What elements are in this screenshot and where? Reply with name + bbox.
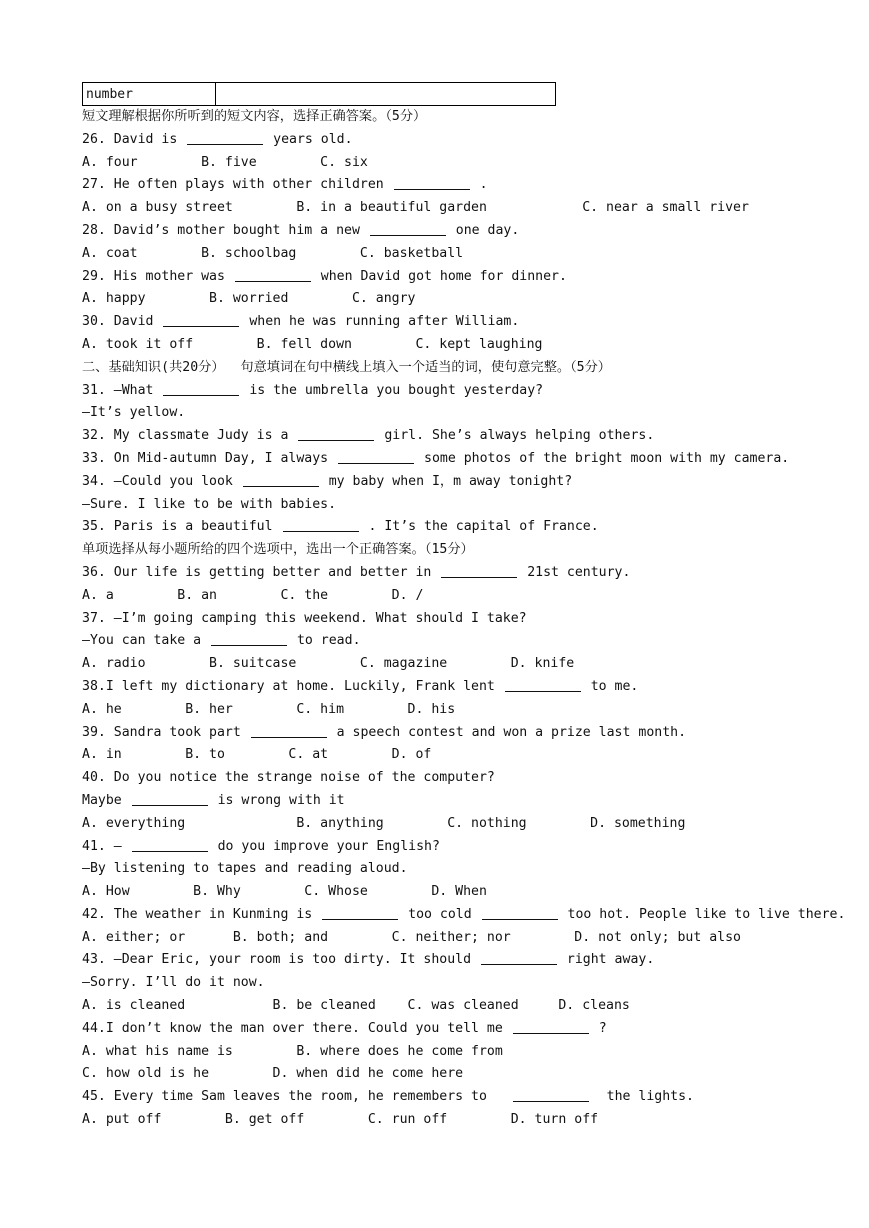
options-45 bbox=[82, 1109, 822, 1132]
options-28 bbox=[82, 243, 822, 266]
line-text: 35. Paris is a beautiful bbox=[82, 519, 281, 535]
line-text: A. coat B. schoolbag C. basketball bbox=[82, 245, 464, 261]
line-text: A. in B. to C. at D. of bbox=[82, 747, 432, 763]
options-41 bbox=[82, 881, 822, 904]
line-text: my baby when I，m away tonight? bbox=[320, 473, 573, 489]
line-text: —By listening to tapes and reading aloud. bbox=[82, 861, 408, 877]
line-text: 31. —What bbox=[82, 382, 162, 398]
line-text: . bbox=[471, 177, 488, 193]
answer-blank[interactable] bbox=[132, 837, 208, 852]
answer-41 bbox=[82, 858, 822, 881]
line-text: the lights. bbox=[590, 1089, 694, 1105]
line-text: 29. His mother was bbox=[82, 268, 233, 284]
question-27 bbox=[82, 174, 822, 197]
line-text: A. four B. five C. six bbox=[82, 154, 368, 170]
answer-blank[interactable] bbox=[283, 517, 359, 532]
answer-blank[interactable] bbox=[163, 312, 239, 327]
line-text: A. How B. Why C. Whose D. When bbox=[82, 884, 487, 900]
number-label-cell: number bbox=[83, 83, 216, 106]
line-text: —Sure. I like to be with babies. bbox=[82, 496, 337, 512]
answer-blank[interactable] bbox=[513, 1087, 589, 1102]
line-text: 单项选择从每小题所给的四个选项中，选出一个正确答案。（15分） bbox=[82, 542, 474, 558]
line-text: 40. Do you notice the strange noise of the computer? bbox=[82, 770, 495, 786]
line-text: 44.I don’t know the man over there. Could you tell me bbox=[82, 1020, 511, 1036]
line-text: 34. —Could you look bbox=[82, 473, 241, 489]
line-text: 33. On Mid-autumn Day, I always bbox=[82, 450, 337, 466]
line-text: A. took it off B. fell down C. kept laughing bbox=[82, 336, 543, 352]
line-text: A. either; or B. both; and C. neither; nor D. not only; but also bbox=[82, 929, 741, 945]
question-40 bbox=[82, 767, 822, 790]
question-33 bbox=[82, 448, 822, 471]
answer-blank[interactable] bbox=[441, 563, 517, 578]
question-35 bbox=[82, 516, 822, 539]
options-26 bbox=[82, 152, 822, 175]
answer-blank[interactable] bbox=[298, 426, 374, 441]
section-heading-basics bbox=[82, 357, 822, 380]
question-32 bbox=[82, 425, 822, 448]
question-29 bbox=[82, 266, 822, 289]
question-38 bbox=[82, 676, 822, 699]
question-34 bbox=[82, 471, 822, 494]
options-43 bbox=[82, 995, 822, 1018]
options-37 bbox=[82, 653, 822, 676]
line-text: 43. —Dear Eric, your room is too dirty. It should bbox=[82, 952, 479, 968]
options-44b bbox=[82, 1063, 822, 1086]
answer-blank[interactable] bbox=[505, 677, 581, 692]
line-text: A. happy B. worried C. angry bbox=[82, 291, 416, 307]
line-text: when David got home for dinner. bbox=[312, 268, 567, 284]
answer-blank[interactable] bbox=[243, 472, 319, 487]
line-text: one day. bbox=[447, 222, 520, 238]
line-text: C. how old is he D. when did he come here bbox=[82, 1066, 464, 1082]
line-text: —It’s yellow. bbox=[82, 405, 186, 421]
line-text: is the umbrella you bought yesterday? bbox=[241, 382, 544, 398]
line-text: 26. David is bbox=[82, 131, 186, 147]
answer-blank[interactable] bbox=[211, 631, 287, 646]
options-42 bbox=[82, 927, 822, 950]
line-text: A. he B. her C. him D. his bbox=[82, 701, 456, 717]
answer-blank[interactable] bbox=[163, 381, 239, 396]
options-29 bbox=[82, 288, 822, 311]
answer-43 bbox=[82, 972, 822, 995]
line-text: 27. He often plays with other children bbox=[82, 177, 392, 193]
answer-blank[interactable] bbox=[132, 791, 208, 806]
question-44 bbox=[82, 1018, 822, 1041]
answer-37 bbox=[82, 630, 822, 653]
number-value-cell bbox=[216, 83, 556, 106]
question-31 bbox=[82, 380, 822, 403]
answer-blank[interactable] bbox=[370, 221, 446, 236]
question-28 bbox=[82, 220, 822, 243]
answer-31 bbox=[82, 402, 822, 425]
line-text: 36. Our life is getting better and better in bbox=[82, 564, 440, 580]
line-text: a speech contest and won a prize last month. bbox=[328, 724, 687, 740]
options-27 bbox=[82, 197, 822, 220]
question-36 bbox=[82, 562, 822, 585]
line-text: 30. David bbox=[82, 314, 162, 330]
answer-blank[interactable] bbox=[482, 905, 558, 920]
line-text: 32. My classmate Judy is a bbox=[82, 428, 297, 444]
line-text: ? bbox=[590, 1020, 607, 1036]
line-text: A. is cleaned B. be cleaned C. was cleaned D. cleans bbox=[82, 998, 630, 1014]
line-text: years old. bbox=[265, 131, 353, 147]
line-text: 39. Sandra took part bbox=[82, 724, 249, 740]
answer-blank[interactable] bbox=[235, 267, 311, 282]
section-heading-listening bbox=[82, 106, 822, 129]
options-30 bbox=[82, 334, 822, 357]
line-text: 45. Every time Sam leaves the room, he remembers to bbox=[82, 1089, 511, 1105]
answer-40 bbox=[82, 790, 822, 813]
question-43 bbox=[82, 949, 822, 972]
line-text: 37. —I’m going camping this weekend. What should I take? bbox=[82, 610, 527, 626]
question-45 bbox=[82, 1086, 822, 1109]
question-26 bbox=[82, 129, 822, 152]
line-text: right away. bbox=[558, 952, 655, 968]
question-37 bbox=[82, 608, 822, 631]
line-text: 28. David’s mother bought him a new bbox=[82, 222, 368, 238]
line-text: 38.I left my dictionary at home. Luckily, Frank lent bbox=[82, 678, 503, 694]
question-39 bbox=[82, 722, 822, 745]
line-text: —You can take a bbox=[82, 633, 210, 649]
options-39 bbox=[82, 744, 822, 767]
line-text: to read. bbox=[289, 633, 361, 649]
line-text: A. a B. an C. the D. / bbox=[82, 587, 424, 603]
line-text: A. what his name is B. where does he come from bbox=[82, 1043, 503, 1059]
answer-blank[interactable] bbox=[481, 950, 557, 965]
line-text: is wrong with it bbox=[209, 792, 345, 808]
line-text: some photos of the bright moon with my camera. bbox=[416, 450, 790, 466]
answer-blank[interactable] bbox=[251, 723, 327, 738]
line-text: 42. The weather in Kunming is bbox=[82, 906, 321, 922]
number-table bbox=[82, 82, 556, 106]
line-text: A. radio B. suitcase C. magazine D. knife bbox=[82, 656, 575, 672]
question-30 bbox=[82, 311, 822, 334]
question-42 bbox=[82, 904, 846, 927]
options-40 bbox=[82, 813, 822, 836]
line-text: do you improve your English? bbox=[209, 838, 440, 854]
line-text: . It’s the capital of France. bbox=[360, 519, 599, 535]
line-text: too hot. People like to live there. bbox=[559, 906, 846, 922]
line-text: 短文理解根据你所听到的短文内容，选择正确答案。（5分） bbox=[82, 109, 427, 124]
answer-blank[interactable] bbox=[338, 449, 414, 464]
options-36 bbox=[82, 585, 822, 608]
line-text: 二、基础知识(共20分） 句意填词在句中横线上填入一个适当的词，使句意完整。（5分） bbox=[82, 359, 611, 375]
line-text: Maybe bbox=[82, 792, 130, 808]
question-41 bbox=[82, 836, 822, 859]
line-text: A. put off B. get off C. run off D. turn off bbox=[82, 1112, 599, 1128]
answer-34 bbox=[82, 494, 822, 517]
options-38 bbox=[82, 699, 822, 722]
line-text: to me. bbox=[582, 678, 639, 694]
line-text: 21st century. bbox=[519, 564, 631, 580]
line-text: 41. — bbox=[82, 838, 130, 854]
line-text: —Sorry. I’ll do it now. bbox=[82, 975, 265, 991]
options-44a bbox=[82, 1041, 822, 1064]
section-heading-choice bbox=[82, 539, 822, 562]
line-text: when he was running after William. bbox=[241, 314, 520, 330]
line-text: too cold bbox=[400, 906, 480, 922]
answer-blank[interactable] bbox=[513, 1019, 589, 1034]
line-text: A. everything B. anything C. nothing D. something bbox=[82, 815, 686, 831]
line-text: girl. She’s always helping others. bbox=[376, 428, 655, 444]
answer-blank[interactable] bbox=[322, 905, 398, 920]
exam-page bbox=[82, 82, 846, 1132]
line-text: A. on a busy street B. in a beautiful garden C. near a small river bbox=[82, 200, 749, 216]
answer-blank[interactable] bbox=[394, 175, 470, 190]
question-list bbox=[82, 106, 846, 1132]
answer-blank[interactable] bbox=[187, 130, 263, 145]
